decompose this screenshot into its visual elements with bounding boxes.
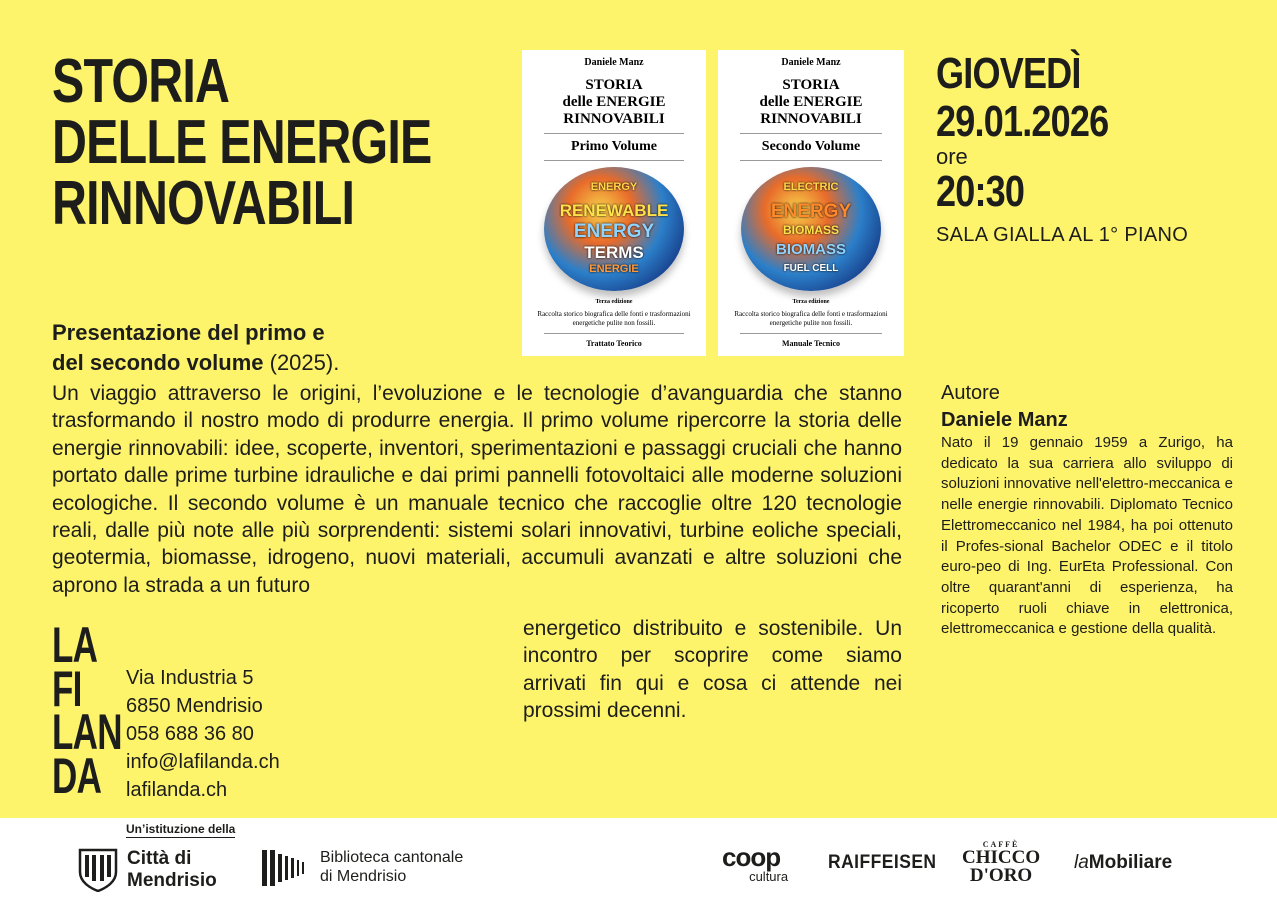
event-time-label: ore xyxy=(936,144,968,169)
book-title-line: delle ENERGIE xyxy=(562,94,666,110)
book-description: Raccolta storico biografica delle fonti e trasformazioni energetiche pulite non fossili. xyxy=(537,310,691,327)
divider xyxy=(544,160,684,161)
event-date: 29.01.2026 xyxy=(936,97,1109,146)
address-phone[interactable]: 058 688 36 80 xyxy=(126,723,254,745)
logo-text: di Mendrisio xyxy=(320,868,407,885)
logo-text: D'ORO xyxy=(969,865,1033,886)
mendrisio-crest-icon xyxy=(76,848,120,892)
event-time: 20:30 xyxy=(936,167,1025,216)
globe-word: ELECTRIC xyxy=(783,181,839,193)
coop-cultura-logo xyxy=(722,842,789,884)
globe-word: ENERGIE xyxy=(589,263,639,275)
logo-line: FI xyxy=(52,660,82,717)
author-label: Autore xyxy=(941,382,1000,404)
globe-word: TERMS xyxy=(584,243,644,262)
logo-line: LA xyxy=(52,617,98,673)
divider xyxy=(544,333,684,334)
logo-text: cultura xyxy=(749,869,789,884)
globe-word: BIOMASS xyxy=(782,223,839,237)
book-title-line: RINNOVABILI xyxy=(563,111,665,127)
event-datetime xyxy=(936,50,1188,247)
address-city: 6850 Mendrisio xyxy=(126,695,263,717)
energy-globe-image xyxy=(741,167,881,291)
energy-globe-image xyxy=(544,167,684,291)
event-day: GIOVEDÌ xyxy=(936,49,1081,98)
address-street: Via Industria 5 xyxy=(126,667,254,689)
citta-di-mendrisio-logo xyxy=(127,848,217,892)
book-description: Raccolta storico biografica delle fonti e trasformazioni energetiche pulite non fossili. xyxy=(734,310,888,327)
chicco-doro-logo xyxy=(962,840,1040,885)
book-volume: Secondo Volume xyxy=(761,139,861,154)
book-cover-volume-1 xyxy=(522,50,706,356)
logo-line: LAN xyxy=(52,704,122,760)
logo-text: Mendrisio xyxy=(127,870,217,891)
title-line-2: DELLE ENERGIE xyxy=(52,107,432,177)
subtitle-line-1: Presentazione del primo e xyxy=(52,320,325,345)
description-paragraph: Un viaggio attraverso le origini, l’evoluzione e le tecnologie d’avanguardia che stanno trasformando il nostro modo di produrre energia. Il primo volume ripercorre la storia delle energie rinnovabili: idee, scoperte, inventori, sperimentazioni e passaggi cruciali che hanno portato dalle prime turbine idrauliche e dai primi pannelli fotovoltaici alle moderne soluzioni ecologiche. Il secondo volume è un manuale tecnico che raccoglie oltre 120 tecnologie reali, dalle più note alle più sorprendenti: sistemi solari innovativi, turbine eoliche speciali, geotermia, biomasse, idrogeno, nuovi materiali, accumuli avanzati e altre soluzioni che aprono la strada a un futuro xyxy=(52,382,902,597)
event-room: SALA GIALLA AL 1° PIANO xyxy=(936,224,1189,246)
la-filanda-logo xyxy=(52,617,122,804)
logo-text: la xyxy=(1074,852,1089,873)
subtitle xyxy=(52,318,339,378)
event-title xyxy=(52,47,432,238)
globe-word: RENEWABLE xyxy=(559,201,669,220)
author-bio: Nato il 19 gennaio 1959 a Zurigo, ha dedicato la sua carriera allo sviluppo di soluzioni innovative nell'elettro-meccanica e nelle energie rinnovabili. Diplomato Tecnico Elettromeccanico nel 1984, ha poi ottenuto il Profes-sional Bachelor ODEC e il titolo euro-peo di Ing. EurEta Professional. Con oltre quarant'anni di esperienza, ha ricoperto ruoli chiave in elettronica, elettromeccanica e gestione della qualità. xyxy=(941,434,1233,638)
book-edition: Terza edizione xyxy=(792,299,830,305)
divider xyxy=(740,133,882,134)
globe-word: ENERGY xyxy=(573,221,655,242)
logo-text: Città di xyxy=(127,848,192,869)
book-volume: Primo Volume xyxy=(571,139,657,154)
logo-text: Mobiliare xyxy=(1088,852,1173,873)
logo-text: CHICCO xyxy=(962,847,1041,868)
library-books-icon xyxy=(262,850,314,886)
address-website[interactable]: lafilanda.ch xyxy=(126,779,228,801)
book-title-line: RINNOVABILI xyxy=(760,111,862,127)
subtitle-line-2: del secondo volume xyxy=(52,350,264,375)
book-edition: Terza edizione xyxy=(595,299,633,305)
globe-word: ENERGY xyxy=(590,181,638,193)
logo-text: Biblioteca cantonale xyxy=(320,849,464,866)
globe-word: FUEL CELL xyxy=(783,263,839,274)
globe-word: BIOMASS xyxy=(775,241,846,258)
subtitle-year: (2025). xyxy=(263,350,340,375)
book-title-line: STORIA xyxy=(585,77,643,93)
sponsor-footer xyxy=(0,818,1277,900)
book-type: Manuale Tecnico xyxy=(781,339,840,348)
divider xyxy=(740,160,882,161)
author-section xyxy=(941,382,1233,640)
address-email[interactable]: info@lafilanda.ch xyxy=(126,751,280,773)
divider xyxy=(544,133,684,134)
book-title xyxy=(718,77,904,128)
biblioteca-cantonale-logo xyxy=(320,848,463,886)
divider xyxy=(740,333,882,334)
logo-text: CAFFÈ xyxy=(982,840,1020,849)
book-title xyxy=(522,77,706,128)
venue-address xyxy=(126,664,280,804)
book-title-line: STORIA xyxy=(782,77,840,93)
book-author: Daniele Manz xyxy=(584,57,644,68)
institution-label: Un’istituzione della xyxy=(126,822,236,836)
description-paragraph-continued: energetico distribuito e sostenibile. Un incontro per scoprire come siamo arrivati fin qui e cosa ci attende nei prossimi decenni. xyxy=(523,617,902,723)
book-type: Trattato Teorico xyxy=(586,339,642,348)
logo-text: coop xyxy=(722,842,781,872)
book-author: Daniele Manz xyxy=(781,57,841,68)
author-name: Daniele Manz xyxy=(941,409,1068,431)
book-cover-volume-2 xyxy=(718,50,904,356)
la-mobiliare-logo xyxy=(1074,852,1172,874)
logo-line: DA xyxy=(52,747,102,804)
title-line-1: STORIA xyxy=(52,47,230,116)
book-title-line: delle ENERGIE xyxy=(759,94,863,110)
raiffeisen-logo: RAIFFEISEN xyxy=(828,852,937,873)
title-line-3: RINNOVABILI xyxy=(52,168,355,238)
globe-word: ENERGY xyxy=(770,201,852,222)
